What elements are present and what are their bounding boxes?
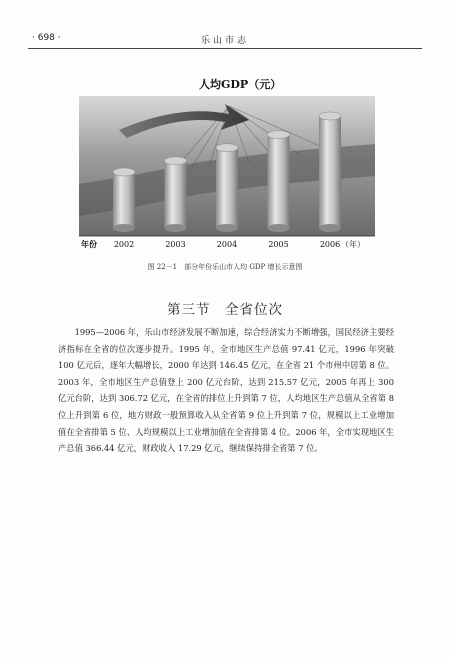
x-tick-2002: 2002 [113, 240, 135, 249]
gdp-figure [79, 66, 375, 254]
bar-top [319, 112, 341, 120]
figure-caption: 图 22－1 部分年份乐山市人均 GDP 增长示意图 [147, 263, 303, 271]
x-tick-2004: 2004 [216, 240, 238, 249]
chart-title: 人均GDP（元） [199, 78, 282, 91]
page-header [28, 30, 422, 49]
bar-body [113, 172, 135, 228]
bar-top [113, 168, 135, 176]
bar-top [216, 144, 238, 152]
bar-2004 [216, 144, 238, 232]
bar-body [268, 135, 290, 228]
x-tick-labels [114, 240, 340, 249]
bar-base [216, 224, 238, 232]
bar-2006 [319, 112, 341, 232]
x-tick-2005: 2005 [268, 240, 289, 249]
bar-base [268, 224, 290, 232]
bar-2002 [113, 168, 135, 232]
bar-base [165, 224, 187, 232]
bar-top [268, 131, 290, 139]
bar-2005 [268, 131, 290, 232]
x-tick-2003: 2003 [165, 240, 186, 249]
running-title: 乐山市志 [200, 36, 249, 46]
x-axis-unit: （年） [341, 240, 365, 249]
section-title: 第三节 全省位次 [167, 302, 283, 318]
page-number: · 698 · [32, 33, 61, 43]
bar-body [319, 116, 341, 228]
bar-base [319, 224, 341, 232]
x-tick-2006: 2006 [319, 240, 341, 249]
gdp-chart [79, 66, 375, 254]
bar-top [165, 157, 187, 165]
bar-base [113, 224, 135, 232]
bar-2003 [165, 157, 187, 232]
x-axis-label: 年份 [81, 239, 97, 249]
bar-body [165, 161, 187, 228]
bar-body [216, 148, 238, 228]
body-paragraph: 1995—2006 年，乐山市经济发展不断加速，综合经济实力不断增强，国民经济主要经济指标在全省的位次逐步提升。1995 年，全市地区生产总值 97.41 亿元，1996 年突破 100 亿元后，逐年大幅增长，2000 年达到 146.45 亿元，在全省 21 个市州中居第 8 位。2003 年，全市地区生产总值登上 200 亿元台阶，达到 215.57 亿元，2005 年再上 300 亿元台阶，达到 306.72 亿元，在全省的排位上升到第 7 位，人均地区生产总值从全省第 8 位上升到第 6 位，地方财政一般预算收入从全省第 9 位上升到第 7 位，规模以上工业增加值在全省排第 5 位、人均规模以上工业增加值在全省排第 4 位。2006 年，全市实现地区生产总值 366.44 亿元，财政收入 17.29 亿元，继续保持排全省第 7 位。 [58, 327, 394, 454]
